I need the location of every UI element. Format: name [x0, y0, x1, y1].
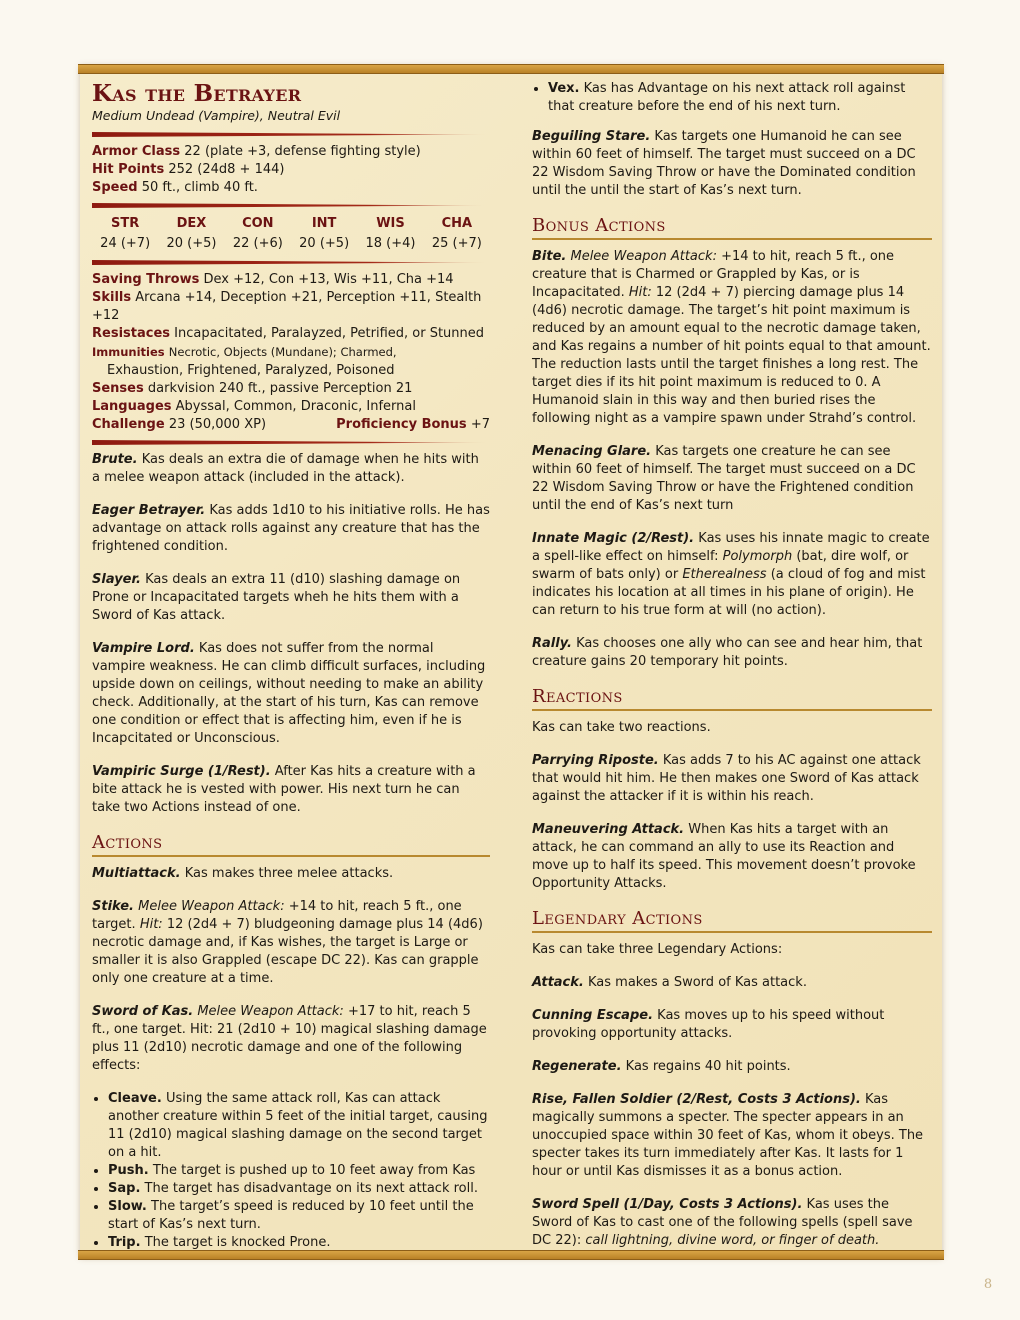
legendary-intro: Kas can take three Legendary Actions:: [532, 942, 783, 957]
challenge-row: [92, 416, 490, 434]
ability-score: 22 (+6): [232, 236, 283, 251]
trait-vampiric-surge: Vampiric Surge (1/Rest). After Kas hits a creature with a bite attack he is vested with power. His next turn he can take two Actions instead of one.: [92, 764, 476, 815]
bonus-innate-magic: Innate Magic (2/Rest). Kas uses his innate magic to create a spell-like effect on himself: Polymorph (bat, dire wolf, or swarm of bats only) or Etherealness (a cloud of fog and mist indicates his location at all times in his plane of origin). He can return to his true form at will (no action).: [532, 531, 930, 618]
senses: Senses darkvision 240 ft., passive Perception 21: [92, 381, 413, 396]
sword-effects-list: [92, 1090, 490, 1252]
legendary-actions-heading: Legendary Actions: [532, 908, 932, 933]
list-item: • Push. The target is pushed up to 10 feet away from Kas: [108, 1162, 490, 1180]
hit-points: Hit Points 252 (24d8 + 144): [92, 162, 285, 177]
legendary-regenerate: Regenerate. Kas regains 40 hit points.: [532, 1059, 791, 1074]
trait-eager-betrayer: Eager Betrayer. Kas adds 1d10 to his initiative rolls. He has advantage on attack rolls against any creature that has the frightened condition.: [92, 503, 490, 554]
trait-slayer: Slayer. Kas deals an extra 11 (d10) slashing damage on Prone or Incapacitated targets wheh he hits them with a Sword of Kas attack.: [92, 572, 461, 623]
skills: Skills Arcana +14, Deception +21, Perception +11, Stealth +12: [92, 290, 482, 323]
ability-score: 25 (+7): [431, 236, 482, 251]
trait-brute: Brute. Kas deals an extra die of damage when he hits with a melee weapon attack (included in the attack).: [92, 452, 479, 485]
ability-header: STR: [111, 216, 140, 231]
legendary-sword-spell: Sword Spell (1/Day, Costs 3 Actions). Kas uses the Sword of Kas to cast one of the following spells (spell save DC 22): call lightning, divine word, or finger of death.: [532, 1197, 913, 1248]
saving-throws: Saving Throws Dex +12, Con +13, Wis +11, Cha +14: [92, 272, 454, 287]
ability-header: DEX: [176, 216, 207, 231]
armor-class: Armor Class 22 (plate +3, defense fighting style): [92, 144, 421, 159]
challenge: Challenge 23 (50,000 XP): [92, 417, 267, 432]
monster-meta: Medium Undead (Vampire), Neutral Evil: [92, 108, 341, 123]
page-number: 8: [983, 1277, 993, 1292]
sword-effects-list-continued: [532, 80, 932, 116]
right-column: [532, 80, 932, 1265]
immunities: Immunities Necrotic, Objects (Mundane); Charmed, Exhaustion, Frightened, Paralyzed, Poisoned: [92, 345, 397, 378]
bonus-menacing-glare: Menacing Glare. Kas targets one creature he can see within 60 feet of himself. The target must succeed on a DC 22 Wisdom Saving Throw or have the Frightened condition until the end of Kas’s next turn: [532, 444, 916, 513]
divider: [92, 132, 490, 137]
monster-name: Kas the Betrayer: [92, 80, 302, 107]
bonus-actions-heading: Bonus Actions: [532, 215, 932, 240]
ability-score: 20 (+5): [299, 236, 350, 251]
list-item: • Trip. The target is knocked Prone.: [108, 1234, 490, 1252]
resistances: Resistaces Incapacitated, Paralayzed, Petrified, or Stunned: [92, 326, 485, 341]
legendary-rise-fallen-soldier: Rise, Fallen Soldier (2/Rest, Costs 3 Actions). Kas magically summons a specter. The specter appears in an unoccupied space within 30 feet of Kas, whom it obeys. The specter takes its turn immediately after Kas. It lasts for 1 hour or until Kas dismisses it as a bonus action.: [532, 1092, 924, 1179]
proficiency-bonus: Proficiency Bonus +7: [336, 417, 490, 432]
divider: [92, 203, 490, 208]
ability-header: CHA: [441, 216, 473, 231]
languages: Languages Abyssal, Common, Draconic, Infernal: [92, 399, 416, 414]
actions-heading: Actions: [92, 832, 490, 857]
reaction-maneuvering-attack: Maneuvering Attack. When Kas hits a target with an attack, he can command an ally to use its Reaction and move up to half its speed. This movement doesn’t provoke Opportunity Attacks.: [532, 822, 916, 891]
divider: [92, 440, 490, 445]
ability-header: WIS: [376, 216, 405, 231]
legendary-attack: Attack. Kas makes a Sword of Kas attack.: [532, 975, 807, 990]
reactions-heading: Reactions: [532, 686, 932, 711]
ability-header: CON: [242, 216, 274, 231]
reactions-intro: Kas can take two reactions.: [532, 720, 711, 735]
list-item: • Cleave. Using the same attack roll, Kas can attack another creature within 5 feet of the initial target, causing 11 (2d10) magical slashing damage on the second target on a hit.: [108, 1090, 490, 1162]
stat-block-frame: [80, 66, 942, 1258]
reaction-parrying-riposte: Parrying Riposte. Kas adds 7 to his AC against one attack that would hit him. He then makes one Sword of Kas attack against the attacker if it is within his reach.: [532, 753, 921, 804]
speed: Speed 50 ft., climb 40 ft.: [92, 180, 258, 195]
list-item: • Slow. The target’s speed is reduced by 10 feet until the start of Kas’s next turn.: [108, 1198, 490, 1234]
trait-vampire-lord: Vampire Lord. Kas does not suffer from the normal vampire weakness. He can climb difficult surfaces, including upside down on ceilings, without needing to make an ability check. Additionally, at the start of his turn, Kas can remove one condition or effect that is affecting him, even if he is Incapcitated or Unconscious.: [92, 641, 486, 746]
ability-header: INT: [311, 216, 337, 231]
ability-score: 20 (+5): [166, 236, 217, 251]
ability-scores-table: [92, 214, 490, 254]
action-beguiling-stare: Beguiling Stare. Kas targets one Humanoid he can see within 60 feet of himself. The target must succeed on a DC 22 Wisdom Saving Throw or have the Dominated condition until the until the start of Kas’s next turn.: [532, 129, 916, 198]
action-multiattack: Multiattack. Kas makes three melee attacks.: [92, 866, 394, 881]
action-sword-of-kas: Sword of Kas. Melee Weapon Attack: +17 to hit, reach 5 ft., one target. Hit: 21 (2d10 + 10) magical slashing damage plus 11 (2d10) necrotic damage and one of the following effects:: [92, 1004, 487, 1073]
ability-score: 24 (+7): [100, 236, 151, 251]
left-column: [92, 80, 490, 1264]
action-stike: Stike. Melee Weapon Attack: +14 to hit, reach 5 ft., one target. Hit: 12 (2d4 + 7) bludgeoning damage plus 14 (4d6) necrotic damage and, if Kas wishes, the target is Large or smaller it is also Grappled (escape DC 22). Kas can grapple only one creature at a time.: [92, 899, 483, 986]
frame-top-bar: [78, 64, 944, 74]
bonus-rally: Rally. Kas chooses one ally who can see and hear him, that creature gains 20 temporary hit points.: [532, 636, 923, 669]
ability-score: 18 (+4): [365, 236, 416, 251]
bonus-bite: Bite. Melee Weapon Attack: +14 to hit, reach 5 ft., one creature that is Charmed or Grappled by Kas, or is Incapacitated. Hit: 12 (2d4 + 7) piercing damage plus 14 (4d6) necrotic damage. The target’s hit point maximum is reduced by an amount equal to the necrotic damage taken, and Kas regains a number of hit points equal to that amount. The reduction lasts until the target finishes a long rest. The target dies if its hit point maximum is reduced to 0. A Humanoid slain in this way and then buried rises the following night as a vampire spawn under Strahd’s control.: [532, 249, 931, 426]
divider: [92, 260, 490, 265]
legendary-cunning-escape: Cunning Escape. Kas moves up to his speed without provoking opportunity attacks.: [532, 1008, 885, 1041]
list-item: • Sap. The target has disadvantage on its next attack roll.: [108, 1180, 490, 1198]
list-item: • Vex. Kas has Advantage on his next attack roll against that creature before the end of his next turn.: [548, 80, 932, 116]
